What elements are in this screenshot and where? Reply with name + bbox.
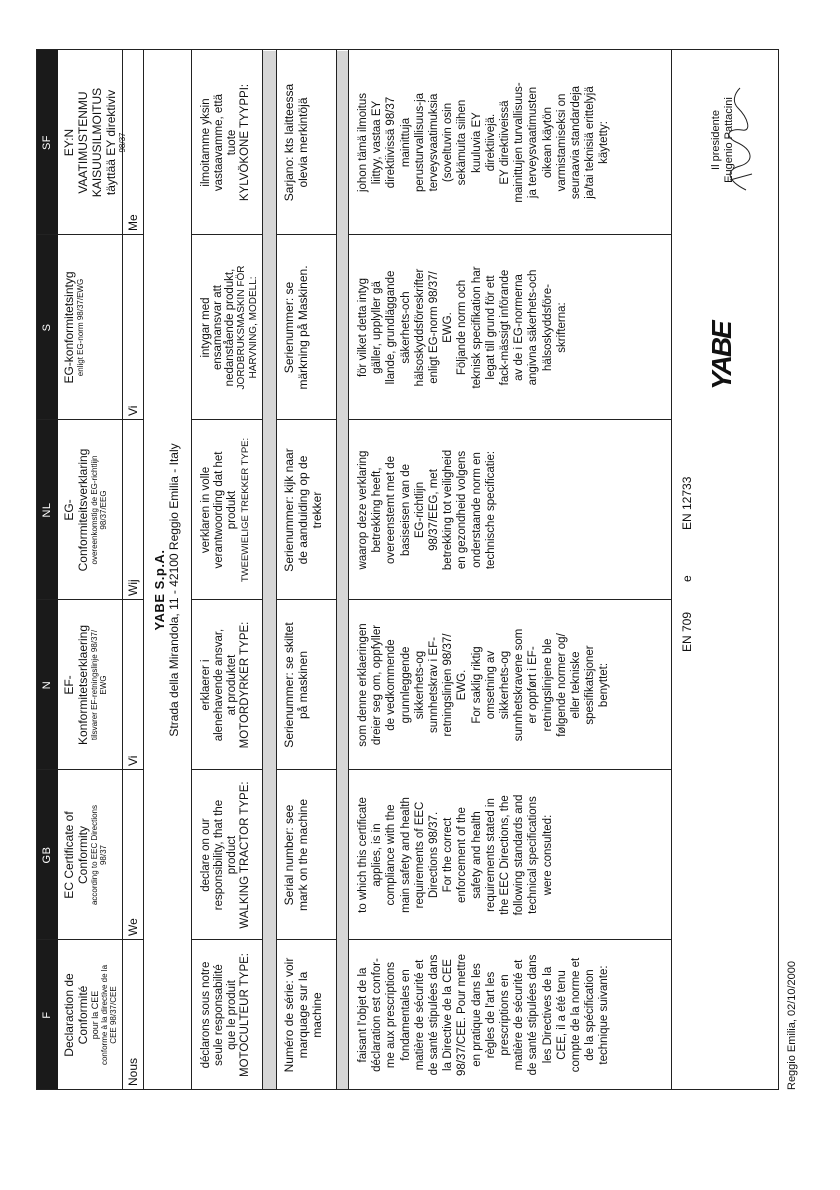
- row-spacer: [336, 51, 348, 1089]
- title-nl: EG- Conformiteitsverklaring overeenkomstig de EG-richtlijn 98/37/EEG: [62, 448, 108, 572]
- pronoun-nl: Wij: [126, 579, 140, 596]
- compliance-gb: to which this certificate applies, is in compliance with the main safety and health requirements of EEC Directions 98/37. For the correct enforcement of the safety and health requirements stated in the EEC Directions, the following standards and technical specifications were consulted:: [357, 794, 554, 916]
- column-code: SF: [41, 134, 53, 151]
- row-divider: [348, 50, 349, 1090]
- row-divider: [262, 50, 263, 1090]
- pronoun-sf: Me: [126, 214, 140, 231]
- pronoun-n: Vi: [126, 755, 140, 766]
- yabe-logo: YABE: [706, 322, 737, 390]
- column-code: NL: [41, 502, 53, 518]
- compliance-n: som denne erklaeringen dreier seg om, oppfyller de vedkommende grunnleggende sikkerhets-og sunnhetskrav i EF- retningslinjen 98/37/ EWG. For saklig riktig omsetning av sikkerhets-og sunnhetskravene som er oppført i EF- retningslinjene ble følgende normer og/ eller tekniske spesifikatsjoner benyttet:: [357, 623, 611, 747]
- company-block: [152, 240, 182, 940]
- serial-f: Numéro de série: voir marquage sur la machine: [282, 957, 324, 1073]
- standard-1: EN 709: [680, 611, 694, 652]
- serial-nl: Serienummer: kijk naar de aanduiding op de trekker: [282, 448, 324, 572]
- compliance-f: faisant l'objet de la déclaration est confor- me aux prescriptions fondamentales en matière de sécurité et de santé stipulées dans la Directive de la CEE 98/37/CEE. Pour mettre en pratique dans les règles de l'art les prescriptions en matière de sécurité et de santé stipulées dans les Directives de la CEE, il a été tenu compte de la norme et de la spécification technique suivante:: [357, 953, 611, 1077]
- sign-title: Il presidente: [710, 110, 722, 170]
- place-date: Reggio Emilia, 02/10/2000: [786, 960, 798, 1090]
- compliance-sf: johon tämä ilmoitus liittyy, vastaa EY direktiivissä 98/37 mainittuja perusturvallisuus-ja terveysvaatimuksia (soveltuvin osin sekämuita siihen kuuluvia EY direktiivejä. EY direktiiveissä mainittujen turvallisuus- ja terveysvaatimusten oikean käytön varmistamiseksi on seuraavia standardeja ja/tai teknisiä erittelyjä käytetty:: [357, 82, 611, 203]
- title-n: EF- Konformitetserklaering tilsvarer EF-retningslinje 98/37/ EWG: [62, 624, 108, 746]
- row-divider: [143, 50, 144, 1090]
- serial-sf: Sarjano: kts laitteessa olevia merkintöjä: [282, 83, 310, 202]
- row-divider: [671, 50, 672, 1090]
- row-spacer: [262, 51, 276, 1089]
- standard-conjunction: e: [680, 575, 694, 582]
- column-code: S: [41, 323, 53, 332]
- serial-gb: Serial number: see mark on the machine: [282, 798, 310, 912]
- pronoun-f: Nous: [126, 1057, 140, 1086]
- title-s: EG-konformitetsintyg enligt EG-norm 98/37/EWG: [62, 271, 85, 384]
- serial-s: Serienummer: se märkning på Maskinen.: [282, 265, 310, 390]
- title-gb: EC Certificate of Conformity according to EEC Directions 98/37: [62, 804, 108, 906]
- row-divider: [191, 50, 192, 1090]
- company-name: YABE S.p.A.: [152, 549, 167, 631]
- compliance-nl: waarop deze verklaring betrekking heeft, overeenstemt met de basiseisen van de EG-richtlijn 98/37/EEG, met betrekking tot veiligheid en gezondheid volgens onderstaande norm en technische specificatie:: [357, 449, 497, 571]
- row-divider: [276, 50, 277, 1090]
- declare-nl: verklaren in volle verantwoording dat het produkt TWEEWIELIGE TREKKER TYPE:: [200, 437, 251, 583]
- declare-sf: ilmoitamme yksin vastaavamme, että tuote KYLVÖKONE TYYPPI:: [200, 83, 251, 202]
- declare-n: erklaerer i alenehavende ansvar, at produktet MOTORDYRKER TYPE:: [200, 621, 251, 749]
- company-address: Strada della Mirandola, 11 - 42100 Reggio Emilia - Italy: [167, 443, 181, 737]
- pronoun-s: Vi: [126, 405, 140, 416]
- handwritten-signature: [718, 80, 758, 200]
- declare-f: déclarons sous notre seule responsabilité que le produit MOTOCULTEUR TYPE:: [200, 953, 251, 1077]
- pronoun-gb: We: [126, 918, 140, 936]
- column-code: N: [41, 680, 53, 690]
- standard-2: EN 12733: [680, 476, 694, 530]
- title-f: Declaraction de Conformité pour la CEE conforme à la directive de la CEE 98/37/CEE: [62, 964, 118, 1066]
- declare-s: intygar med ensamansvar att nedanstående produkt, JORDBRUKSMASKIN FÖR HARVNING, MODELL:: [200, 265, 259, 390]
- compliance-s: för vilket detta intyg gäller, upplyller gä llande, grundläggande säkerhets-och hälsoskyddsföreskrifter enligt EG-norm 98/37/ EWG. Följande norm och teknisk specifikation har legat till grund för ett fack-mässigt införande av de i EG-normerna angivna säkerhets-och hälsoskyddsföre- skrifterna:: [357, 266, 568, 389]
- row-divider: [336, 50, 337, 1090]
- sign-name: Eugenio Pattacini: [723, 97, 735, 183]
- title-sf: EY:N VAATIMUSTENMU KAISUUSILMOITUS täyttää EY direktiviv 98/37: [62, 87, 127, 198]
- serial-n: Serienummer: se skiltet på maskinen: [282, 622, 310, 748]
- column-code: F: [41, 1011, 53, 1019]
- declare-gb: declare on our responsibility, that the product WALKING TRACTOR TYPE:: [200, 781, 251, 929]
- column-code: GB: [41, 846, 53, 864]
